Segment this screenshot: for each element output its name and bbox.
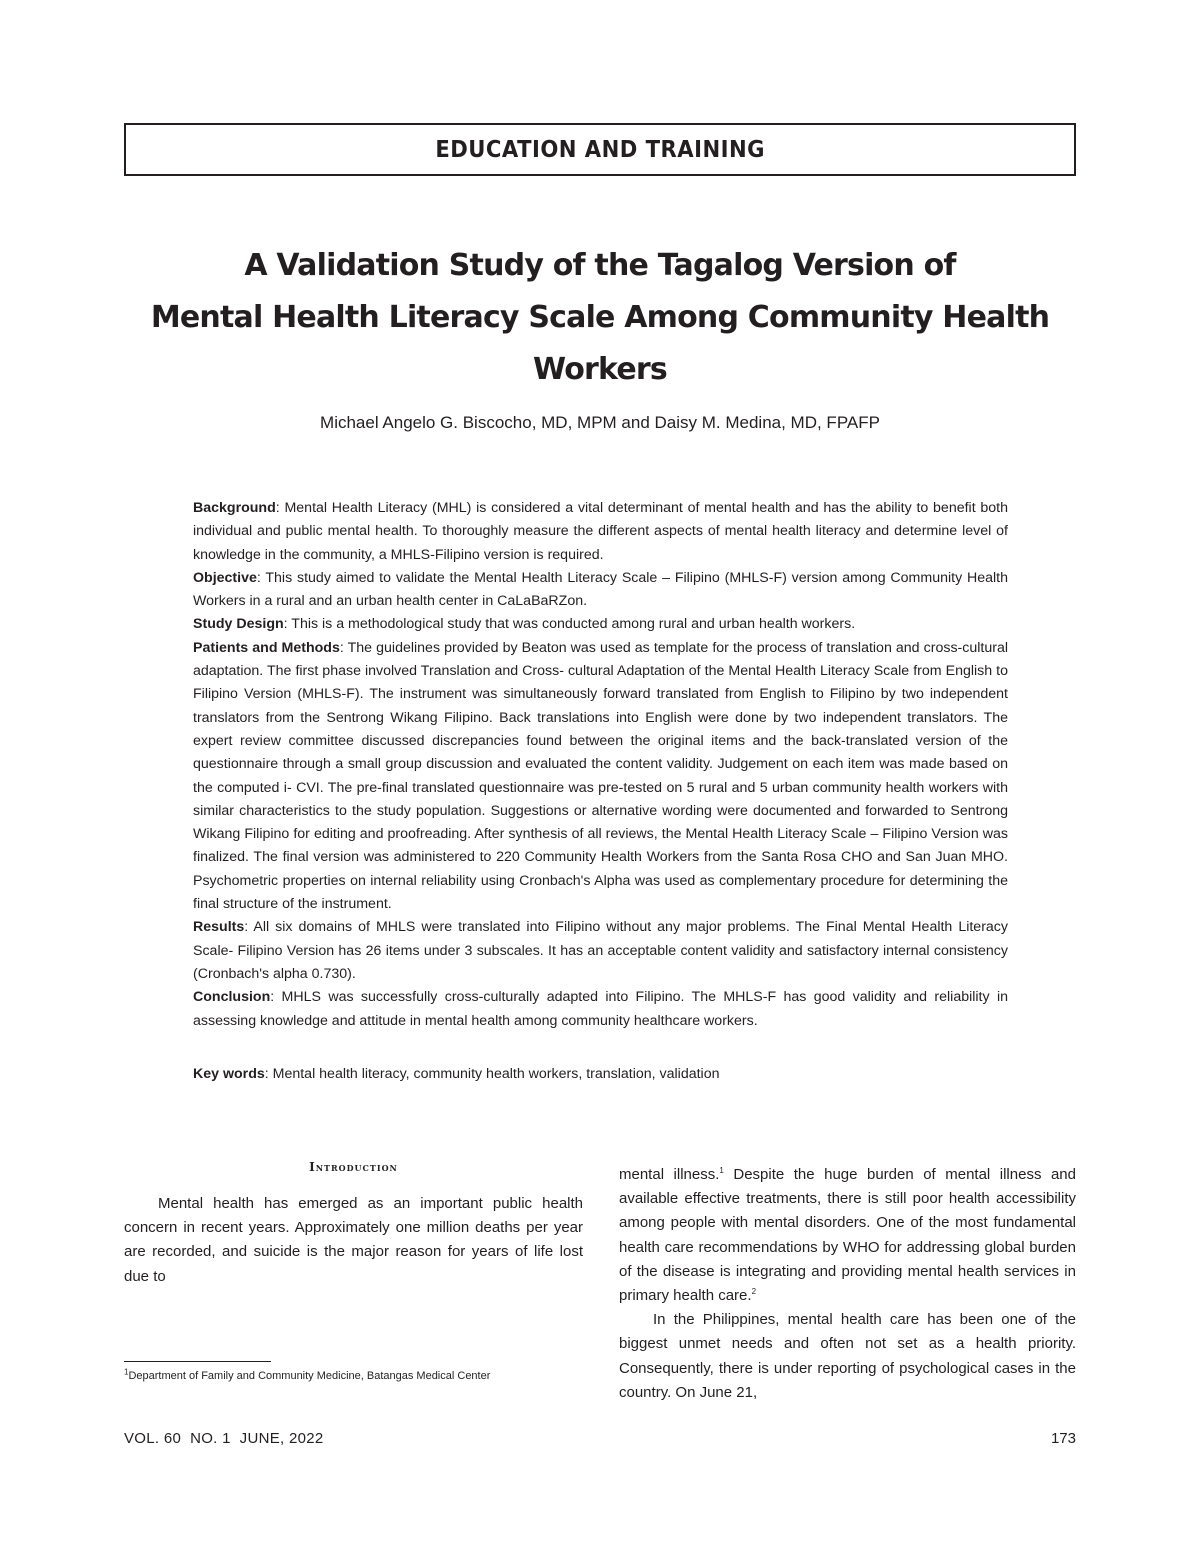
intro-text-segment: Despite the huge burden of mental illness and available effective treatments, there is still poor health accessibility among people with mental disorders. One of the most fundamental health care recommendations by WHO for addressing global burden of the disease is integrating and providing mental health services in primary health care.	[619, 1166, 1076, 1305]
intro-paragraph-right-2: In the Philippines, mental health care has been one of the biggest unmet needs and often not set as a health priority. Consequently, there is under reporting of psychological cases in the country. On June 21,	[619, 1311, 1076, 1401]
abstract-methods-label: Patients and Methods	[193, 639, 340, 656]
abstract-study-design	[193, 613, 1008, 636]
footnote-divider	[124, 1361, 271, 1362]
introduction-heading-text: Introduction	[309, 1160, 398, 1174]
article-title-line-2: Mental Health Literacy Scale Among Community Health Workers	[150, 300, 1050, 387]
footnote-marker: 1	[124, 1367, 129, 1377]
keywords-label: Key words	[193, 1066, 265, 1082]
abstract-conclusion-text: : MHLS was successfully cross-culturally adapted into Filipino. The MHLS-F has good validity and reliability in assessing knowledge and attitude in mental health among community healthcare workers.	[193, 989, 1008, 1029]
abstract-conclusion-label: Conclusion	[193, 989, 271, 1006]
abstract-objective-label: Objective	[193, 569, 257, 586]
introduction-heading	[124, 1160, 583, 1174]
footnote-text: Department of Family and Community Medicine, Batangas Medical Center	[128, 1370, 491, 1382]
page-number: 173	[1050, 1430, 1076, 1447]
author-line: Michael Angelo G. Biscocho, MD, MPM and Daisy M. Medina, MD, FPAFP	[320, 413, 880, 432]
abstract-methods-text: : The guidelines provided by Beaton was used as template for the process of translation and cross-cultural adaptation. The first phase involved Translation and Cross- cultural Adaptation of the Mental Health Literacy Scale from English to Filipino Version (MHLS-F). The instrument was simultaneously forward translated from English to Filipino by two independent translators from the Sentrong Wikang Filipino. Back translations into English were done by two independent translators. The expert review committee discussed discrepancies found between the original items and the back-translated version of the questionnaire through a small group discussion and evaluated the content validity. Judgement on each item was made based on the computed i- CVI. The pre-final translated questionnaire was pre-tested on 5 rural and 5 urban community health workers with similar characteristics to the study population. Suggestions or alternative wording were documented and forwarded to Sentrong Wikang Filipino for editing and proofreading. After synthesis of all reviews, the Mental Health Literacy Scale – Filipino Version was finalized. The final version was administered to 220 Community Health Workers from the Santa Rosa CHO and San Juan MHO. Psychometric properties on internal reliability using Cronbach's Alpha was used as complementary procedure for determining the final structure of the instrument.	[193, 639, 1008, 913]
abstract	[193, 497, 1008, 1033]
abstract-objective	[193, 567, 1008, 614]
abstract-results-label: Results	[193, 919, 245, 936]
section-banner	[124, 123, 1076, 176]
body-column-left	[124, 1160, 583, 1289]
intro-paragraph-right-1	[619, 1163, 1076, 1308]
keywords-text: : Mental health literacy, community health workers, translation, validation	[264, 1066, 720, 1082]
abstract-study-design-label: Study Design	[193, 616, 284, 633]
abstract-results-text: : All six domains of MHLS were translated into Filipino without any major problems. The Final Mental Health Literacy Scale- Filipino Version has 26 items under 3 subscales. It has an acceptable content validity and satisfactory internal consistency (Cronbach's alpha 0.730).	[193, 919, 1008, 982]
section-label: EDUCATION AND TRAINING	[435, 136, 765, 163]
abstract-background	[193, 497, 1008, 567]
affiliation-footnote	[124, 1368, 594, 1384]
abstract-background-text: : Mental Health Literacy (MHL) is considered a vital determinant of mental health and has the ability to benefit both individual and public mental health. To thoroughly measure the different aspects of mental health literacy and determine level of knowledge in the community, a MHLS-Filipino version is required.	[193, 500, 1008, 563]
citation-ref: 1	[719, 1166, 724, 1175]
journal-issue: VOL. 60 NO. 1 JUNE, 2022	[124, 1430, 324, 1447]
abstract-methods	[193, 637, 1008, 917]
intro-text-segment: mental illness.	[619, 1166, 720, 1183]
abstract-conclusion	[193, 986, 1008, 1033]
abstract-results	[193, 916, 1008, 986]
abstract-objective-text: : This study aimed to validate the Mental Health Literacy Scale – Filipino (MHLS-F) version among Community Health Workers in a rural and an urban health center in CaLaBaRZon.	[193, 569, 1008, 610]
abstract-study-design-text: : This is a methodological study that was conducted among rural and urban health workers.	[283, 616, 856, 633]
body-column-right	[619, 1163, 1076, 1405]
keywords	[193, 1063, 1008, 1086]
article-title-line-1: A Validation Study of the Tagalog Version of	[244, 248, 956, 283]
abstract-background-label: Background	[193, 500, 276, 516]
intro-paragraph-left: Mental health has emerged as an important public health concern in recent years. Approximately one million deaths per year are recorded, and suicide is the major reason for years of life lost due to	[124, 1195, 583, 1285]
citation-ref: 2	[751, 1287, 757, 1297]
article-title	[100, 240, 1100, 396]
